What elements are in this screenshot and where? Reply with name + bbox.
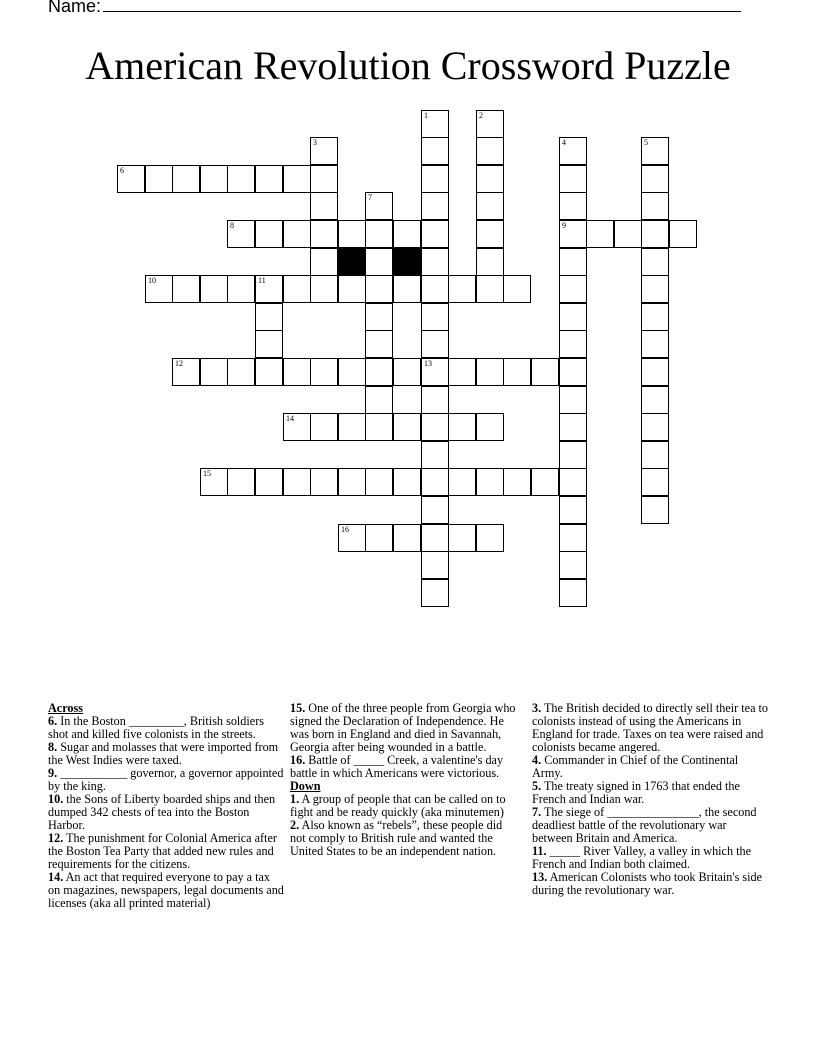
clue-across-12: 12. The punishment for Colonial America after the Boston Tea Party that added new rules and requirements for the citizens. <box>48 831 277 871</box>
clue-across-14: 14. An act that required everyone to pay a tax on magazines, newspapers, legal documents and licenses (aka all printed material) <box>48 870 284 910</box>
cell-number: 12 <box>175 359 183 368</box>
grid-cell[interactable] <box>365 468 393 496</box>
page-title: American Revolution Crossword Puzzle <box>85 43 731 88</box>
cell-number: 11 <box>258 276 266 285</box>
grid-cell[interactable] <box>559 248 587 276</box>
grid-cell[interactable] <box>559 165 587 193</box>
grid-cell[interactable] <box>641 275 669 303</box>
grid-cell[interactable] <box>476 165 504 193</box>
grid-cell[interactable] <box>503 468 531 496</box>
grid-cell[interactable] <box>641 165 669 193</box>
grid-cell[interactable] <box>310 358 338 386</box>
cell-number: 14 <box>286 414 294 423</box>
grid-cell[interactable] <box>365 524 393 552</box>
grid-cell[interactable] <box>283 413 311 441</box>
grid-cell[interactable] <box>365 192 393 220</box>
grid-cell[interactable] <box>641 441 669 469</box>
grid-cell[interactable] <box>310 275 338 303</box>
grid-cell[interactable] <box>310 165 338 193</box>
grid-cell[interactable] <box>338 275 366 303</box>
grid-cell[interactable] <box>283 220 311 248</box>
cell-number: 7 <box>368 193 372 202</box>
grid-cell[interactable] <box>255 275 283 303</box>
grid-cell[interactable] <box>476 110 504 138</box>
grid-cell[interactable] <box>531 358 559 386</box>
grid-cell[interactable] <box>559 524 587 552</box>
clue-across-10: 10. the Sons of Liberty boarded ships and then dumped 342 chests of tea into the Boston Harbor. <box>48 792 276 832</box>
clue-across-8: 8. Sugar and molasses that were imported from the West Indies were taxed. <box>48 740 279 767</box>
grid-cell[interactable] <box>421 248 449 276</box>
grid-cell[interactable] <box>393 413 421 441</box>
grid-cell[interactable] <box>365 248 393 276</box>
clue-across-16: 16. Battle of _____ Creek, a valentine's day battle in which Americans were victorious. <box>290 753 504 780</box>
grid-cell[interactable] <box>172 358 200 386</box>
grid-cell[interactable] <box>559 358 587 386</box>
block-cell <box>393 248 421 276</box>
grid-cell[interactable] <box>476 137 504 165</box>
grid-cell[interactable] <box>476 524 504 552</box>
grid-cell[interactable] <box>421 468 449 496</box>
grid-cell[interactable] <box>559 330 587 358</box>
grid-cell[interactable] <box>255 358 283 386</box>
cell-number: 16 <box>341 525 349 534</box>
grid-cell[interactable] <box>641 220 669 248</box>
grid-cell[interactable] <box>421 524 449 552</box>
grid-cell[interactable] <box>421 192 449 220</box>
clues-column-2 <box>290 702 520 858</box>
grid-cell[interactable] <box>421 110 449 138</box>
grid-cell[interactable] <box>172 275 200 303</box>
clue-across-6: 6. In the Boston _________, British soldiers shot and killed five colonists in the streets. <box>48 714 264 741</box>
grid-cell[interactable] <box>503 358 531 386</box>
grid-cell[interactable] <box>448 468 476 496</box>
grid-cell[interactable] <box>476 248 504 276</box>
grid-cell[interactable] <box>227 275 255 303</box>
cell-number: 15 <box>203 469 211 478</box>
grid-cell[interactable] <box>641 358 669 386</box>
grid-cell[interactable] <box>448 358 476 386</box>
grid-cell[interactable] <box>421 220 449 248</box>
grid-cell[interactable] <box>393 524 421 552</box>
grid-cell[interactable] <box>227 165 255 193</box>
grid-cell[interactable] <box>393 468 421 496</box>
grid-cell[interactable] <box>421 137 449 165</box>
cell-number: 1 <box>424 111 428 120</box>
grid-cell[interactable] <box>393 220 421 248</box>
cell-number: 10 <box>148 276 156 285</box>
grid-cell[interactable] <box>559 496 587 524</box>
clue-down-2: 2. Also known as “rebels”, these people did not comply to British rule and wanted the United States to be an independent nation. <box>290 818 503 858</box>
clues-column-1 <box>48 702 284 910</box>
grid-cell[interactable] <box>559 413 587 441</box>
grid-cell[interactable] <box>421 303 449 331</box>
clue-down-1: 1. A group of people that can be called on to fight and be ready quickly (aka minutemen) <box>290 792 506 819</box>
block-cell <box>338 248 366 276</box>
grid-cell[interactable] <box>365 303 393 331</box>
grid-cell[interactable] <box>641 386 669 414</box>
grid-cell[interactable] <box>476 220 504 248</box>
grid-cell[interactable] <box>559 468 587 496</box>
cell-number: 2 <box>479 111 483 120</box>
cell-number: 13 <box>424 359 432 368</box>
cell-number: 8 <box>230 221 234 230</box>
grid-cell[interactable] <box>421 413 449 441</box>
grid-cell[interactable] <box>421 496 449 524</box>
grid-cell[interactable] <box>559 303 587 331</box>
cell-number: 5 <box>644 138 648 147</box>
grid-cell[interactable] <box>421 275 449 303</box>
grid-cell[interactable] <box>310 248 338 276</box>
grid-cell[interactable] <box>393 358 421 386</box>
grid-cell[interactable] <box>421 165 449 193</box>
clue-down-7: 7. The siege of _______________, the second deadliest battle of the revolutionary war between Britain and America. <box>532 805 757 845</box>
grid-cell[interactable] <box>476 413 504 441</box>
grid-cell[interactable] <box>338 468 366 496</box>
grid-cell[interactable] <box>283 358 311 386</box>
grid-cell[interactable] <box>614 220 642 248</box>
grid-cell[interactable] <box>255 303 283 331</box>
grid-cell[interactable] <box>586 220 614 248</box>
grid-cell[interactable] <box>145 275 173 303</box>
grid-cell[interactable] <box>559 441 587 469</box>
grid-cell[interactable] <box>117 165 145 193</box>
grid-cell[interactable] <box>559 386 587 414</box>
clue-down-11: 11. _____ River Valley, a valley in which the French and Indian both claimed. <box>532 844 751 871</box>
grid-cell[interactable] <box>476 192 504 220</box>
grid-cell[interactable] <box>476 468 504 496</box>
clue-down-4: 4. Commander in Chief of the Continental Army. <box>532 753 739 780</box>
grid-cell[interactable] <box>421 358 449 386</box>
grid-cell[interactable] <box>338 358 366 386</box>
grid-cell[interactable] <box>338 220 366 248</box>
name-label: Name: <box>48 0 102 16</box>
grid-cell[interactable] <box>559 137 587 165</box>
grid-cell[interactable] <box>503 275 531 303</box>
grid-cell[interactable] <box>172 165 200 193</box>
clue-down-13: 13. American Colonists who took Britain's side during the revolutionary war. <box>532 870 763 897</box>
grid-cell[interactable] <box>641 330 669 358</box>
cell-number: 9 <box>562 221 566 230</box>
grid-cell[interactable] <box>283 165 311 193</box>
grid-cell[interactable] <box>145 165 173 193</box>
grid-cell[interactable] <box>255 165 283 193</box>
grid-cell[interactable] <box>200 165 228 193</box>
grid-cell[interactable] <box>310 468 338 496</box>
grid-cell[interactable] <box>641 496 669 524</box>
cell-number: 3 <box>313 138 317 147</box>
grid-cell[interactable] <box>310 413 338 441</box>
grid-cell[interactable] <box>393 275 421 303</box>
grid-cell[interactable] <box>531 468 559 496</box>
grid-cell[interactable] <box>421 551 449 579</box>
grid-cell[interactable] <box>448 413 476 441</box>
grid-cell[interactable] <box>421 386 449 414</box>
grid-cell[interactable] <box>559 192 587 220</box>
grid-cell[interactable] <box>227 220 255 248</box>
grid-cell[interactable] <box>476 275 504 303</box>
clues-section <box>0 702 816 1052</box>
grid-cell[interactable] <box>448 275 476 303</box>
grid-cell[interactable] <box>365 413 393 441</box>
grid-cell[interactable] <box>365 358 393 386</box>
grid-cell[interactable] <box>310 220 338 248</box>
grid-cell[interactable] <box>421 441 449 469</box>
grid-cell[interactable] <box>255 330 283 358</box>
clue-down-5: 5. The treaty signed in 1763 that ended the French and Indian war. <box>532 779 740 806</box>
grid-cell[interactable] <box>365 386 393 414</box>
grid-cell[interactable] <box>641 192 669 220</box>
grid-cell[interactable] <box>641 248 669 276</box>
grid-cell[interactable] <box>559 220 587 248</box>
grid-cell[interactable] <box>310 137 338 165</box>
grid-cell[interactable] <box>669 220 697 248</box>
grid-cell[interactable] <box>227 358 255 386</box>
clues-column-3 <box>532 702 768 897</box>
across-heading: Across <box>48 701 83 715</box>
grid-cell[interactable] <box>559 275 587 303</box>
grid-cell[interactable] <box>421 330 449 358</box>
grid-cell[interactable] <box>559 551 587 579</box>
grid-cell[interactable] <box>476 358 504 386</box>
grid-cell[interactable] <box>255 220 283 248</box>
grid-cell[interactable] <box>365 330 393 358</box>
cell-number: 6 <box>120 166 124 175</box>
grid-cell[interactable] <box>421 579 449 607</box>
grid-cell[interactable] <box>200 275 228 303</box>
grid-cell[interactable] <box>200 358 228 386</box>
clue-down-3: 3. The British decided to directly sell their tea to colonists instead of using the Americans in England for trade. Taxes on tea were raised and colonists became angered. <box>532 701 769 754</box>
clue-across-15: 15. One of the three people from Georgia who signed the Declaration of Independence. He was born in England and died in Savannah, Georgia after being wounded in a battle. <box>290 701 516 754</box>
grid-cell[interactable] <box>641 303 669 331</box>
grid-cell[interactable] <box>448 524 476 552</box>
grid-cell[interactable] <box>641 413 669 441</box>
grid-cell[interactable] <box>365 275 393 303</box>
grid-cell[interactable] <box>365 220 393 248</box>
cell-number: 4 <box>562 138 566 147</box>
grid-cell[interactable] <box>227 468 255 496</box>
grid-cell[interactable] <box>283 275 311 303</box>
grid-cell[interactable] <box>559 579 587 607</box>
grid-cell[interactable] <box>200 468 228 496</box>
grid-cell[interactable] <box>310 192 338 220</box>
grid-cell[interactable] <box>338 413 366 441</box>
down-heading: Down <box>290 779 321 793</box>
grid-cell[interactable] <box>255 468 283 496</box>
clue-across-9: 9. ___________ governor, a governor appointed by the king. <box>48 766 284 793</box>
grid-cell[interactable] <box>641 137 669 165</box>
grid-cell[interactable] <box>641 468 669 496</box>
grid-cell[interactable] <box>338 524 366 552</box>
grid-cell[interactable] <box>283 468 311 496</box>
